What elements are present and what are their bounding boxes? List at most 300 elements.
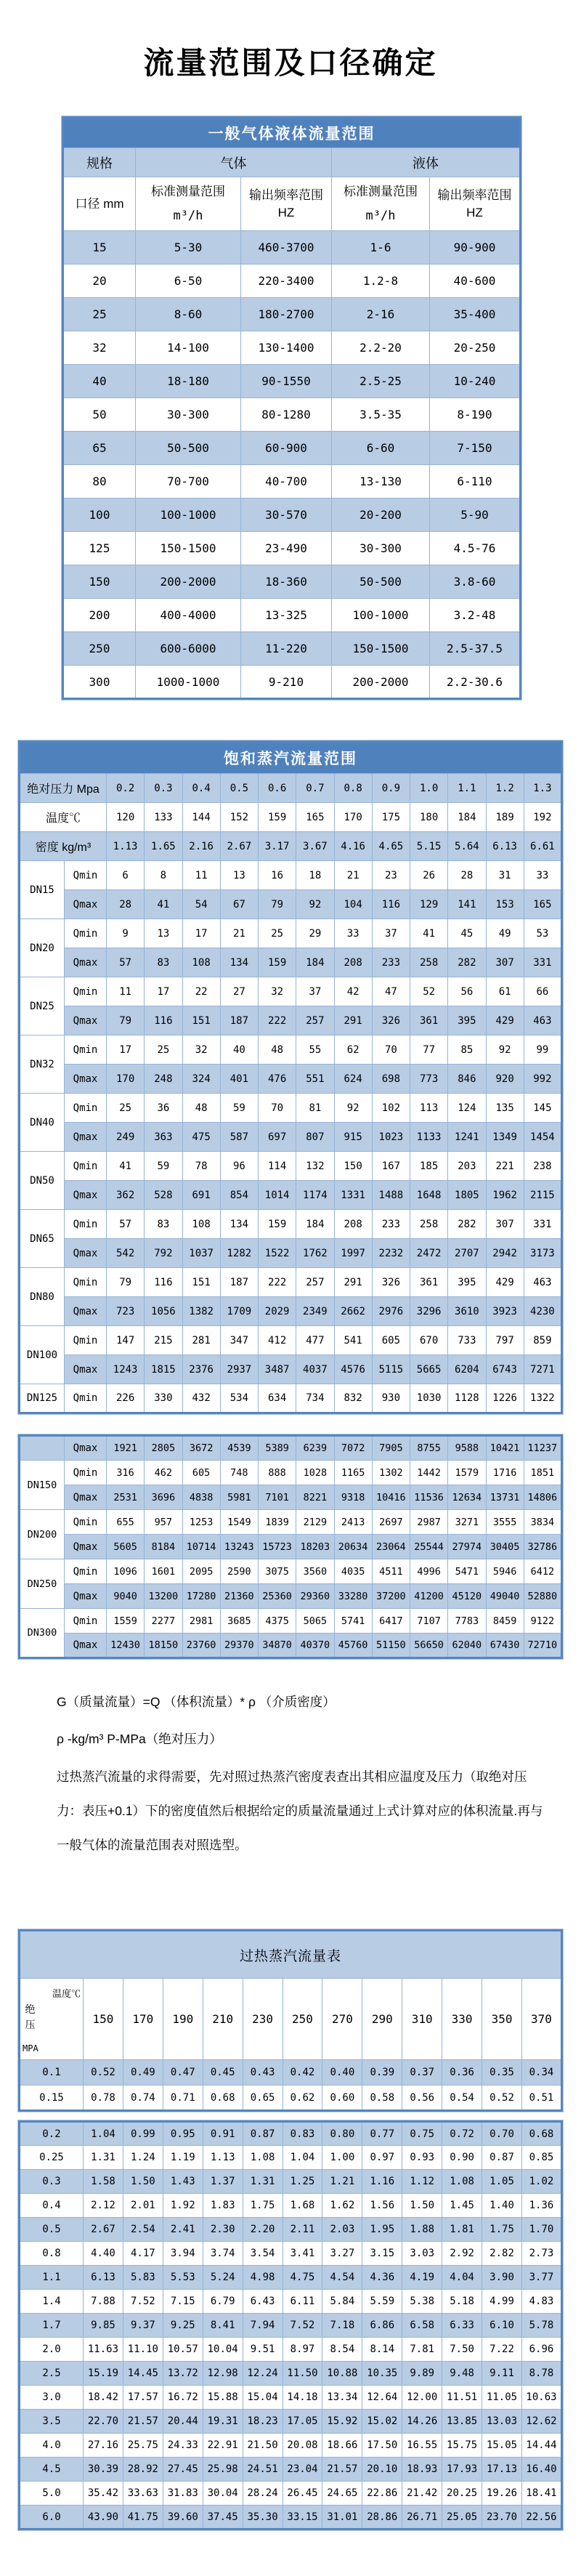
diameter-cell: 50: [63, 398, 136, 432]
value-cell: 0.97: [362, 2146, 402, 2170]
value-cell: 1488: [372, 1181, 410, 1210]
value-cell: 159: [259, 948, 296, 977]
mass-flow-formula: G（质量流量）=Q （体积流量）* ρ （介质密度）: [57, 1695, 336, 1709]
value-cell: 1331: [334, 1181, 372, 1210]
value-cell: 17: [107, 1035, 145, 1065]
pressure-data-row: [20, 2338, 562, 2362]
pressure-data-row: [20, 2122, 562, 2146]
value-cell: 8755: [410, 1436, 448, 1461]
value-cell: 2531: [107, 1485, 145, 1510]
value-cell: 32: [259, 977, 296, 1006]
value-cell: 4576: [334, 1355, 372, 1384]
value-cell: 3.2-48: [430, 599, 521, 632]
value-cell: 8184: [145, 1535, 182, 1559]
superheated-table2-body: [20, 2122, 562, 2529]
value-cell: 4.04: [442, 2266, 482, 2290]
value-cell: 2.2-30.6: [430, 666, 521, 699]
general-table-group-header: [63, 148, 521, 177]
value-cell: 5.53: [163, 2266, 203, 2290]
value-cell: 6.43: [243, 2290, 283, 2314]
value-cell: 2.5-25: [332, 365, 430, 398]
value-cell: 23760: [182, 1634, 220, 1658]
value-cell: 3685: [220, 1609, 258, 1634]
range-unit-label: m³/h: [365, 208, 396, 223]
value-cell: 13-130: [332, 465, 430, 498]
value-cell: 222: [259, 1268, 296, 1297]
value-cell: 215: [145, 1326, 182, 1355]
value-cell: 25.05: [442, 2506, 482, 2529]
value-cell: 0.36: [442, 2060, 482, 2086]
value-cell: 12.98: [203, 2362, 243, 2386]
value-cell: 18.42: [84, 2386, 123, 2410]
general-table-title-row: [63, 118, 521, 148]
value-cell: 1322: [524, 1384, 561, 1413]
value-cell: 153: [486, 890, 524, 919]
value-cell: 1762: [296, 1239, 334, 1268]
value-cell: 1962: [486, 1181, 524, 1210]
dn-qmax-row: [20, 1297, 562, 1326]
value-cell: 605: [372, 1326, 410, 1355]
value-cell: 208: [334, 948, 372, 977]
general-flow-table: [62, 116, 521, 700]
value-cell: 8.14: [362, 2338, 402, 2362]
value-cell: 10416: [372, 1485, 410, 1510]
value-cell: 1.21: [322, 2170, 362, 2194]
value-cell: 100-1000: [136, 498, 241, 532]
value-cell: 120: [107, 803, 145, 832]
value-cell: 4.16: [334, 832, 372, 861]
value-cell: 184: [448, 803, 486, 832]
value-cell: 915: [334, 1123, 372, 1152]
value-cell: 5741: [334, 1609, 372, 1634]
value-cell: 412: [259, 1326, 296, 1355]
value-cell: 30405: [486, 1535, 524, 1559]
temperature-header-cell: 190: [163, 1979, 203, 2060]
value-cell: 13.72: [163, 2362, 203, 2386]
value-cell: 80-1280: [241, 398, 332, 432]
gas-range-header: [136, 177, 241, 231]
qmax-label: Qmax: [65, 1065, 107, 1094]
pressure-cell: 0.1: [20, 2060, 84, 2086]
value-cell: 281: [182, 1326, 220, 1355]
value-cell: 17: [182, 919, 220, 948]
value-cell: 9-210: [241, 666, 332, 699]
value-cell: 220-3400: [241, 265, 332, 298]
value-cell: 67: [220, 890, 258, 919]
value-cell: 1.95: [362, 2218, 402, 2242]
value-cell: 151: [182, 1268, 220, 1297]
value-cell: 129: [410, 890, 448, 919]
value-cell: 5471: [448, 1559, 486, 1584]
dn-label: DN200: [20, 1510, 65, 1559]
value-cell: 132: [296, 1152, 334, 1181]
qmax-label: Qmax: [65, 1239, 107, 1268]
value-cell: 18203: [296, 1535, 334, 1559]
value-cell: 17280: [182, 1584, 220, 1609]
dn-label: DN250: [20, 1559, 65, 1609]
pressure-axis-label: 绝压: [25, 2003, 36, 2031]
value-cell: 221: [486, 1152, 524, 1181]
value-cell: 31.01: [322, 2506, 362, 2529]
pressure-cell: 1.4: [20, 2290, 84, 2314]
value-cell: 8: [145, 861, 182, 890]
value-cell: 3.8-60: [430, 565, 521, 599]
value-cell: 1805: [448, 1181, 486, 1210]
value-cell: 180-2700: [241, 298, 332, 331]
temperature-header-cell: 210: [203, 1979, 243, 2060]
value-cell: 33280: [334, 1584, 372, 1609]
gas-frequency-header: 输出频率范围 HZ: [241, 177, 332, 231]
value-cell: 2976: [372, 1297, 410, 1326]
value-cell: 4.65: [372, 832, 410, 861]
value-cell: 832: [334, 1384, 372, 1413]
value-cell: 9: [107, 919, 145, 948]
value-cell: 1226: [486, 1384, 524, 1413]
value-cell: 6-50: [136, 265, 241, 298]
dn-qmax-row: [20, 1181, 562, 1210]
value-cell: 0.40: [322, 2060, 362, 2086]
value-cell: 66: [524, 977, 561, 1006]
value-cell: 7.52: [123, 2290, 163, 2314]
value-cell: 83: [145, 1210, 182, 1239]
value-cell: 10.63: [521, 2386, 561, 2410]
general-table-row: [63, 298, 521, 331]
value-cell: 6.13: [486, 832, 524, 861]
qmin-label: Qmin: [65, 1152, 107, 1181]
superheated-steam-table: [18, 1929, 563, 2112]
value-cell: 20.08: [283, 2434, 322, 2458]
value-cell: 6239: [296, 1436, 334, 1461]
value-cell: 5.24: [203, 2266, 243, 2290]
value-cell: 192: [524, 803, 561, 832]
diameter-cell: 20: [63, 265, 136, 298]
value-cell: 12.00: [402, 2386, 442, 2410]
value-cell: 79: [259, 890, 296, 919]
value-cell: 11.10: [123, 2338, 163, 2362]
value-cell: 59: [220, 1094, 258, 1123]
value-cell: 3.67: [296, 832, 334, 861]
value-cell: 41200: [410, 1584, 448, 1609]
value-cell: 0.91: [203, 2122, 243, 2146]
value-cell: 0.78: [84, 2086, 123, 2111]
value-cell: 307: [486, 948, 524, 977]
value-cell: 2805: [145, 1436, 182, 1461]
value-cell: 3672: [182, 1436, 220, 1461]
value-cell: 4.99: [482, 2290, 522, 2314]
value-cell: 2.54: [123, 2218, 163, 2242]
value-cell: 3296: [410, 1297, 448, 1326]
pressure-cell: 1.1: [20, 2266, 84, 2290]
value-cell: 0.45: [203, 2060, 243, 2086]
value-cell: 1382: [182, 1297, 220, 1326]
value-cell: 1037: [182, 1239, 220, 1268]
value-cell: 2.16: [182, 832, 220, 861]
value-cell: 15.05: [482, 2434, 522, 2458]
value-cell: 4035: [334, 1559, 372, 1584]
value-cell: 79: [107, 1268, 145, 1297]
value-cell: 29360: [296, 1584, 334, 1609]
general-table-row: [63, 632, 521, 666]
value-cell: 108: [182, 1210, 220, 1239]
value-cell: 102: [372, 1094, 410, 1123]
absolute-pressure-row-label: 绝对压力 Mpa: [20, 774, 107, 803]
saturated-steam-table: [18, 740, 563, 1414]
value-cell: 1648: [410, 1181, 448, 1210]
saturated-steam-table-continued: [18, 1434, 563, 1659]
dn-label: DN15: [20, 861, 65, 919]
value-cell: 0.68: [521, 2122, 561, 2146]
value-cell: 691: [182, 1181, 220, 1210]
value-cell: 90-1550: [241, 365, 332, 398]
general-table-row: [63, 599, 521, 632]
value-cell: 258: [410, 1210, 448, 1239]
value-cell: 16: [259, 861, 296, 890]
value-cell: 4.98: [243, 2266, 283, 2290]
value-cell: 21: [220, 919, 258, 948]
value-cell: 0.2: [107, 774, 145, 803]
value-cell: 0.8: [334, 774, 372, 803]
value-cell: 200-2000: [332, 666, 430, 699]
value-cell: 1.24: [123, 2146, 163, 2170]
value-cell: 1.0: [410, 774, 448, 803]
value-cell: 2697: [372, 1510, 410, 1535]
qmin-label: Qmin: [65, 1559, 107, 1584]
value-cell: 7.94: [243, 2314, 283, 2338]
dn-qmax-continuation-row: [20, 1436, 562, 1461]
value-cell: 7.18: [322, 2314, 362, 2338]
value-cell: 5.15: [410, 832, 448, 861]
value-cell: 184: [296, 1210, 334, 1239]
value-cell: 70-700: [136, 465, 241, 498]
value-cell: 187: [220, 1268, 258, 1297]
value-cell: 773: [410, 1065, 448, 1094]
value-cell: 3.54: [243, 2242, 283, 2266]
pressure-cell: 0.5: [20, 2218, 84, 2242]
value-cell: 19.26: [482, 2482, 522, 2506]
qmax-label: Qmax: [65, 1535, 107, 1559]
value-cell: 28: [448, 861, 486, 890]
value-cell: 2.12: [84, 2194, 123, 2218]
value-cell: 957: [145, 1510, 182, 1535]
general-table-row: [63, 532, 521, 565]
value-cell: 723: [107, 1297, 145, 1326]
value-cell: 9.85: [84, 2314, 123, 2338]
qmin-label: Qmin: [65, 1210, 107, 1239]
value-cell: 159: [259, 1210, 296, 1239]
value-cell: 15.02: [362, 2410, 402, 2434]
value-cell: 13731: [486, 1485, 524, 1510]
value-cell: 41: [410, 919, 448, 948]
value-cell: 90-900: [430, 231, 521, 265]
value-cell: 9318: [334, 1485, 372, 1510]
pressure-data-row: [20, 2314, 562, 2338]
value-cell: 0.42: [283, 2060, 322, 2086]
pressure-data-row: [20, 2506, 562, 2529]
dn-qmin-row: [20, 1035, 562, 1065]
value-cell: 1579: [448, 1461, 486, 1485]
value-cell: 37200: [372, 1584, 410, 1609]
pressure-cell: 0.4: [20, 2194, 84, 2218]
value-cell: 1.05: [482, 2170, 522, 2194]
value-cell: 0.54: [442, 2086, 482, 2111]
value-cell: 4511: [372, 1559, 410, 1584]
value-cell: 13: [145, 919, 182, 948]
value-cell: 624: [334, 1065, 372, 1094]
superheated-table-body: [20, 2060, 562, 2111]
value-cell: 1.92: [163, 2194, 203, 2218]
value-cell: 307: [486, 1210, 524, 1239]
value-cell: 13-325: [241, 599, 332, 632]
value-cell: 59: [145, 1152, 182, 1181]
value-cell: 0.35: [482, 2060, 522, 2086]
value-cell: 42: [334, 977, 372, 1006]
diameter-cell: 25: [63, 298, 136, 331]
value-cell: 5-90: [430, 498, 521, 532]
value-cell: 249: [107, 1123, 145, 1152]
value-cell: 930: [372, 1384, 410, 1413]
value-cell: 3.74: [203, 2242, 243, 2266]
value-cell: 542: [107, 1239, 145, 1268]
pressure-axis-unit: MPA: [23, 2043, 38, 2054]
value-cell: 33: [524, 861, 561, 890]
value-cell: 11536: [410, 1485, 448, 1510]
value-cell: 4.40: [84, 2242, 123, 2266]
value-cell: 25.75: [123, 2434, 163, 2458]
value-cell: 1709: [220, 1297, 258, 1326]
qmax-label: Qmax: [65, 1436, 107, 1461]
value-cell: 8-190: [430, 398, 521, 432]
value-cell: 4838: [182, 1485, 220, 1510]
value-cell: 0.7: [296, 774, 334, 803]
dn-qmin-row: [20, 1210, 562, 1239]
value-cell: 25544: [410, 1535, 448, 1559]
value-cell: 208: [334, 1210, 372, 1239]
value-cell: 96: [220, 1152, 258, 1181]
value-cell: 22.91: [203, 2434, 243, 2458]
value-cell: 27.16: [84, 2434, 123, 2458]
value-cell: 0.43: [243, 2060, 283, 2086]
value-cell: 4.5-76: [430, 532, 521, 565]
value-cell: 1.81: [442, 2218, 482, 2242]
value-cell: 1522: [259, 1239, 296, 1268]
dn-qmax-row: [20, 1584, 562, 1609]
temperature-header-cell: 170: [123, 1979, 163, 2060]
value-cell: 20.44: [163, 2410, 203, 2434]
value-cell: 12430: [107, 1634, 145, 1658]
density-units-note: ρ -kg/m³ P-MPa（绝对压力）: [57, 1732, 222, 1747]
value-cell: 3.41: [283, 2242, 322, 2266]
value-cell: 1302: [372, 1461, 410, 1485]
value-cell: 0.47: [163, 2060, 203, 2086]
pressure-cell: 6.0: [20, 2506, 84, 2529]
pressure-data-row: [20, 2434, 562, 2458]
value-cell: 1921: [107, 1436, 145, 1461]
value-cell: 587: [220, 1123, 258, 1152]
value-cell: 48: [259, 1035, 296, 1065]
value-cell: 226: [107, 1384, 145, 1413]
value-cell: 20.10: [362, 2458, 402, 2482]
value-cell: 19.31: [203, 2410, 243, 2434]
value-cell: 18.93: [402, 2458, 442, 2482]
diameter-cell: 300: [63, 666, 136, 699]
value-cell: 0.74: [123, 2086, 163, 2111]
value-cell: 35.30: [243, 2506, 283, 2529]
value-cell: 3560: [296, 1559, 334, 1584]
value-cell: 18.23: [243, 2410, 283, 2434]
pressure-data-row: [20, 2266, 562, 2290]
value-cell: 14.26: [402, 2410, 442, 2434]
qmax-label: Qmax: [65, 1006, 107, 1035]
diameter-cell: 150: [63, 565, 136, 599]
value-cell: 2472: [410, 1239, 448, 1268]
value-cell: 0.6: [259, 774, 296, 803]
value-cell: 670: [410, 1326, 448, 1355]
dn-qmin-row: [20, 1094, 562, 1123]
value-cell: 10.88: [322, 2362, 362, 2386]
qmin-label: Qmin: [65, 1035, 107, 1065]
value-cell: 3.5-35: [332, 398, 430, 432]
value-cell: 0.37: [402, 2060, 442, 2086]
value-cell: 11237: [524, 1436, 561, 1461]
saturated-cont-table-body: [20, 1436, 562, 1658]
value-cell: 7.52: [283, 2314, 322, 2338]
value-cell: 9122: [524, 1609, 561, 1634]
value-cell: 7905: [372, 1436, 410, 1461]
value-cell: 7783: [448, 1609, 486, 1634]
value-cell: 6.79: [203, 2290, 243, 2314]
value-cell: 1243: [107, 1355, 145, 1384]
value-cell: 10.57: [163, 2338, 203, 2362]
value-cell: 51150: [372, 1634, 410, 1658]
value-cell: 20634: [334, 1535, 372, 1559]
value-cell: 5605: [107, 1535, 145, 1559]
value-cell: 23-490: [241, 532, 332, 565]
value-cell: 2707: [448, 1239, 486, 1268]
value-cell: 361: [410, 1268, 448, 1297]
value-cell: 18150: [145, 1634, 182, 1658]
value-cell: 5.84: [322, 2290, 362, 2314]
dn-label: DN50: [20, 1152, 65, 1210]
pressure-cell: 2.0: [20, 2338, 84, 2362]
dn-label: DN40: [20, 1094, 65, 1152]
general-table-row: [63, 432, 521, 465]
value-cell: 846: [448, 1065, 486, 1094]
value-cell: 9.48: [442, 2362, 482, 2386]
dn-label: DN20: [20, 919, 65, 977]
value-cell: 1.88: [402, 2218, 442, 2242]
value-cell: 56: [448, 977, 486, 1006]
value-cell: 1023: [372, 1123, 410, 1152]
diameter-cell: 200: [63, 599, 136, 632]
temperature-header-cell: 350: [482, 1979, 522, 2060]
temperature-row-label: 温度℃: [20, 803, 107, 832]
pressure-data-row: [20, 2458, 562, 2482]
value-cell: 541: [334, 1326, 372, 1355]
value-cell: 0.58: [362, 2086, 402, 2111]
value-cell: 32786: [524, 1535, 561, 1559]
value-cell: 17.93: [442, 2458, 482, 2482]
value-cell: 31.83: [163, 2482, 203, 2506]
temperature-header-cell: 290: [362, 1979, 402, 2060]
value-cell: 184: [296, 948, 334, 977]
value-cell: 50-500: [332, 565, 430, 599]
value-cell: 1.45: [442, 2194, 482, 2218]
value-cell: 4.19: [402, 2266, 442, 2290]
value-cell: 3.94: [163, 2242, 203, 2266]
value-cell: 40370: [296, 1634, 334, 1658]
value-cell: 24.51: [243, 2458, 283, 2482]
diameter-cell: 125: [63, 532, 136, 565]
